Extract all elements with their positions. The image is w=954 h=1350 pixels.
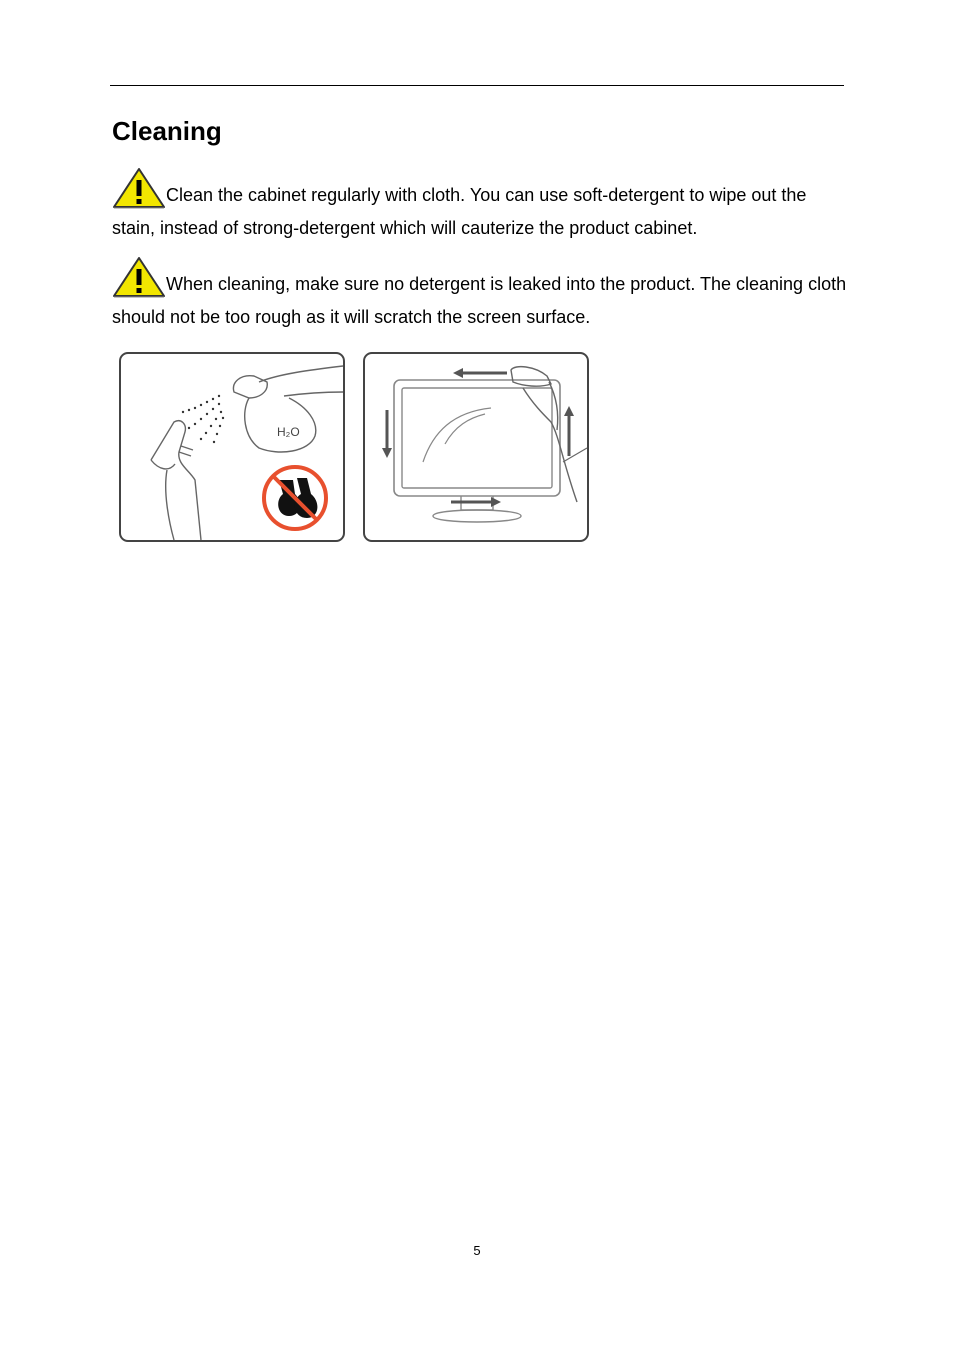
cleaning-note-2 [112,256,852,334]
cleaning-note-1 [112,167,852,245]
cleaning-note-1-text: Clean the cabinet regularly with cloth. You can use soft-detergent to wipe out the stain, instead of strong-detergent which will cauterize the product cabinet. [112,185,807,238]
monitor-wipe-illustration [363,352,589,542]
spray-label: H₂O [277,425,300,439]
section-heading: Cleaning [112,116,222,146]
warning-icon [112,256,166,298]
page-number: 5 [473,1243,481,1258]
spray-cleaning-illustration [119,352,345,542]
header-rule [110,85,844,86]
warning-icon [112,167,166,209]
cleaning-note-2-text: When cleaning, make sure no detergent is leaked into the product. The cleaning cloth should not be too rough as it will scratch the screen surface. [112,274,847,327]
